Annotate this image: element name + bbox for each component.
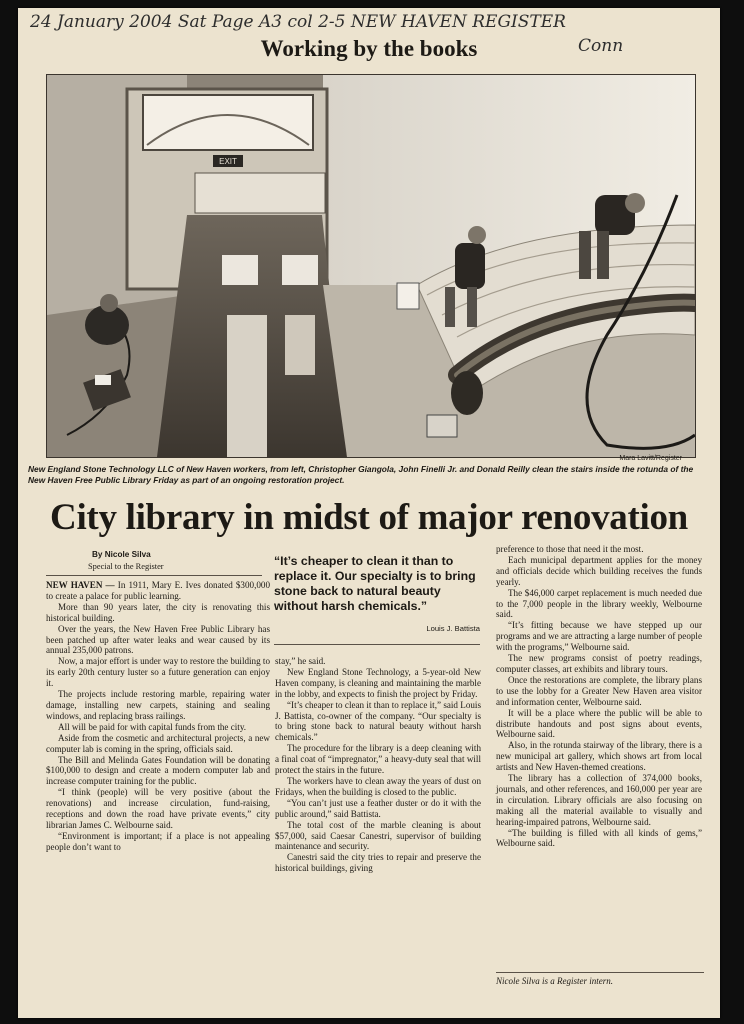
- article-paragraph: Once the restorations are complete, the library plans to use the lobby for a Greater New Haven area visitor and information center, Welbourne said.: [496, 674, 702, 707]
- article-paragraph: “The building is filled with all kinds of gems,” Welbourne said.: [496, 827, 702, 849]
- article-paragraph: More than 90 years later, the city is renovating this historical building.: [46, 601, 270, 623]
- tagline-rule: [496, 972, 704, 973]
- article-paragraph: [46, 580, 270, 602]
- article-paragraph: stay,” he said.: [275, 656, 326, 666]
- article-paragraph: Aside from the cosmetic and architectural projects, a new computer lab is coming in the spring, officials said.: [46, 732, 270, 754]
- handwritten-note-line2: Conn: [578, 36, 624, 56]
- article-paragraph: The Bill and Melinda Gates Foundation will be donating $100,000 to design and create a modern computer lab and increase computer training for the public.: [46, 754, 270, 787]
- article-paragraph: All will be paid for with capital funds from the city.: [58, 721, 247, 732]
- article-paragraph: Now, a major effort is under way to restore the building to its early 20th century luster so a future generation can enjoy it.: [46, 656, 270, 689]
- article-column-2: [275, 656, 481, 874]
- article-paragraph: “Environment is important; if a place is not appealing people don’t want to: [46, 830, 270, 852]
- article-paragraph: Each municipal department applies for the money and officials decide which building receives the funds yearly.: [496, 554, 702, 587]
- article-paragraph: “It’s fitting because we have stepped up our programs and we are attracting a large number of people with the programs,” Welbourne said.: [496, 620, 702, 653]
- main-headline: City library in midst of major renovation: [50, 497, 688, 538]
- article-paragraph: Canestri said the city tries to repair and preserve the historical buildings, giving: [275, 852, 481, 874]
- stairs-photo-illustration: [47, 75, 695, 457]
- photo-credit: Mara Lavitt/Register: [619, 455, 682, 462]
- article-paragraph: It will be a place where the public will be able to distribute handouts and post signs about events, Welbourne said.: [496, 707, 702, 740]
- article-paragraph: “It’s cheaper to clean it than to replace it,” said Louis J. Battista, co-owner of the company. “Our specialty is to bring stone back to natural beauty without harsh chemicals.”: [275, 699, 481, 743]
- news-photo: [46, 74, 696, 458]
- byline: By Nicole Silva: [92, 550, 151, 559]
- byline-role: Special to the Register: [88, 562, 164, 571]
- article-paragraph: Over the years, the New Haven Free Public Library has been patched up after water leaks and wear caused by its annual 235,000 patrons.: [46, 623, 270, 656]
- article-paragraph: The procedure for the library is a deep cleaning with a final coat of “impregnator,” a heavy-duty seal that will protect the stairs in the future.: [275, 743, 481, 776]
- article-paragraph: Also, in the rotunda stairway of the library, there is a new municipal art gallery, which shows art from local artists and New Haven-themed creations.: [496, 740, 702, 773]
- article-paragraph: The workers have to clean away the years of dust on Fridays, when the building is closed to the public.: [275, 775, 481, 797]
- author-tagline: Nicole Silva is a Register intern.: [496, 976, 613, 986]
- article-paragraph: The total cost of the marble cleaning is about $57,000, said Caesar Canestri, supervisor of building maintenance and security.: [275, 819, 481, 852]
- byline-rule: [46, 575, 262, 576]
- newspaper-clipping: [18, 8, 720, 1018]
- article-column-1: [46, 580, 270, 853]
- dateline: NEW HAVEN —: [46, 580, 115, 590]
- article-paragraph: The new programs consist of poetry readings, computer classes, art exhibits and library tours.: [496, 653, 702, 674]
- handwritten-note-line1: 24 January 2004 Sat Page A3 col 2-5 NEW HAVEN REGISTER: [30, 12, 566, 32]
- article-paragraph: preference to those that need it the most.: [496, 544, 644, 554]
- pull-quote-attribution: Louis J. Battista: [426, 624, 480, 633]
- article-paragraph: New England Stone Technology, a 5-year-old New Haven company, is cleaning and maintaining the marble in the lobby, and expects to finish the project by Friday.: [275, 666, 481, 699]
- article-column-3: [496, 544, 702, 849]
- article-paragraph-text: In 1911, Mary E. Ives donated $300,000 to create a palace for public learning.: [46, 580, 270, 601]
- kicker-headline: Working by the books: [260, 36, 478, 61]
- article-paragraph: The $46,000 carpet replacement is much needed due to the 7,000 people in the library weekly, Welbourne said.: [496, 587, 702, 620]
- article-paragraph: The library has a collection of 374,000 books, journals, and other references, and 160,000 per year are in circulation. Library officials are also focusing on making all the material available to visually and hearing-impaired patrons, Welbourne said.: [496, 773, 702, 827]
- pull-quote: “It’s cheaper to clean it than to replace it. Our specialty is to bring stone back to natural beauty without harsh chemicals.”: [274, 554, 476, 613]
- article-paragraph: “You can’t just use a feather duster or do it with the public around,” said Battista.: [275, 797, 481, 819]
- photo-caption: New England Stone Technology LLC of New Haven workers, from left, Christopher Giangola, John Finelli Jr. and Donald Reilly clean the stairs inside the rotunda of the New Haven Free Public Library Friday as part of an ongoing restoration project.: [28, 464, 694, 485]
- exit-sign-label: EXIT: [219, 157, 237, 166]
- article-paragraph: The projects include restoring marble, repairing water damage, installing new carpets, staining and sealing windows, and replacing brass railings.: [46, 689, 270, 721]
- pull-quote-rule: [274, 644, 480, 645]
- article-paragraph: “I think (people) will be very positive (about the renovations) and increase circulation, fund-raising, receptions and down the road have private events,” city librarian James C. Welbourne said.: [46, 787, 270, 830]
